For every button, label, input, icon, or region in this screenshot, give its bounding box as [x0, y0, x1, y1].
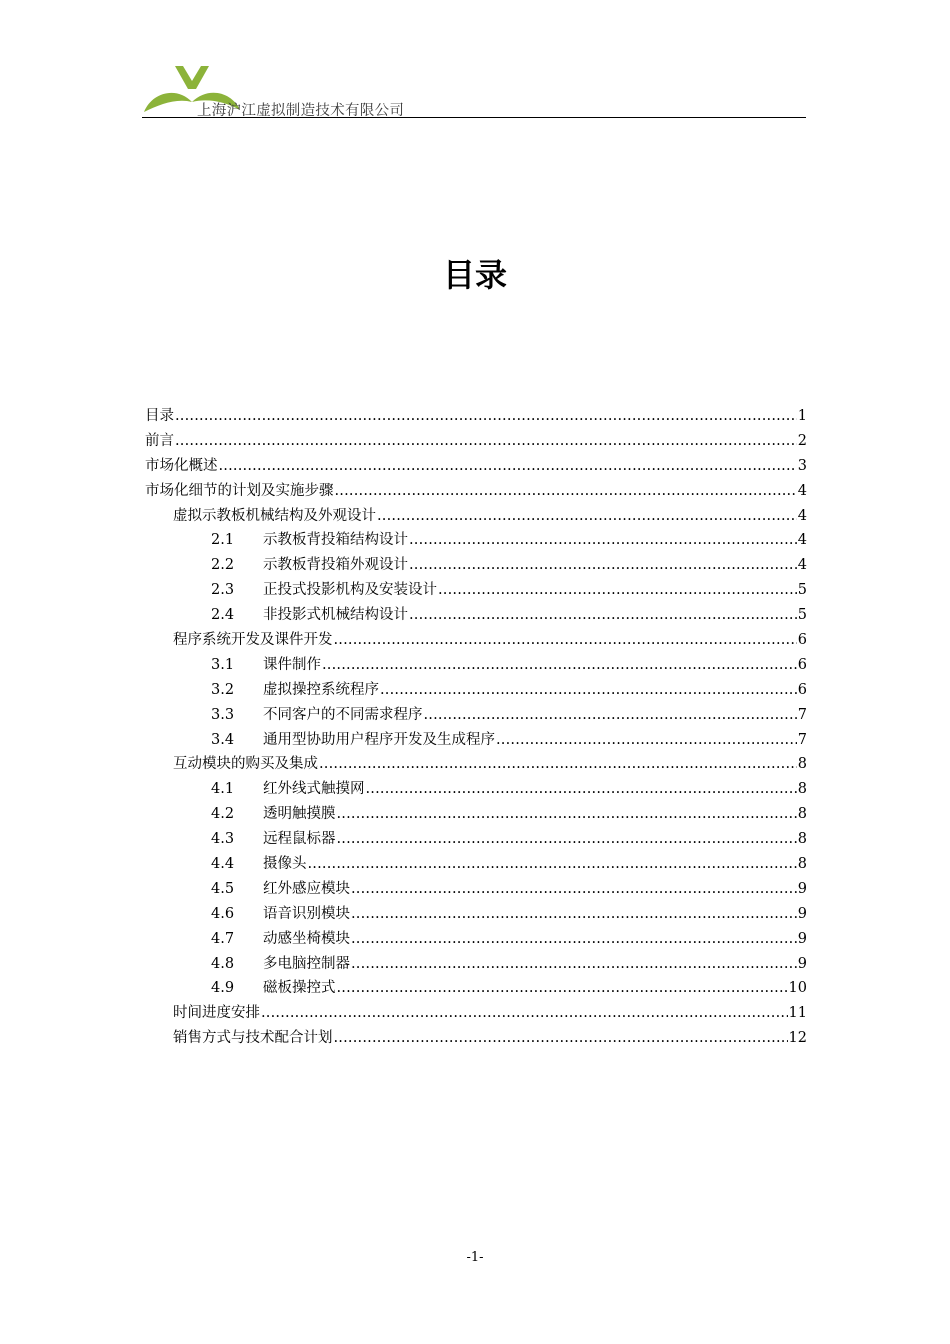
toc-entry-number: 4.9 — [211, 980, 235, 997]
toc-entry-title: 语音识别模块 — [263, 905, 350, 922]
company-name: 上海沪江虚拟制造技术有限公司 — [197, 103, 405, 119]
toc-entry-page: 9 — [797, 930, 807, 947]
toc-entry-page: 8 — [797, 756, 807, 773]
toc-entry-number: 2.3 — [211, 582, 235, 599]
toc-entry-title: 动感坐椅模块 — [263, 930, 350, 947]
toc-entry-page: 10 — [788, 980, 807, 997]
toc-entry-title: 市场化细节的计划及实施步骤 — [145, 482, 334, 499]
toc-entry[interactable] — [145, 528, 807, 553]
toc-entry[interactable] — [145, 653, 807, 678]
toc-entry[interactable] — [145, 728, 807, 753]
toc-entry-title: 摄像头 — [263, 856, 307, 873]
toc-entry-page: 9 — [797, 955, 807, 972]
toc-entry[interactable] — [145, 678, 807, 703]
toc-entry-page: 4 — [797, 482, 807, 499]
toc-entry[interactable] — [145, 553, 807, 578]
toc-entry-page: 8 — [797, 856, 807, 873]
toc-entry-number: 4.1 — [211, 781, 235, 798]
toc-dot-leader — [409, 603, 797, 628]
toc-entry-page: 5 — [797, 582, 807, 599]
toc-dot-leader — [175, 429, 797, 454]
toc-dot-leader — [409, 553, 797, 578]
toc-entry-title: 课件制作 — [263, 656, 321, 673]
toc-dot-leader — [322, 653, 797, 678]
toc-entry[interactable] — [145, 827, 807, 852]
toc-dot-leader — [424, 703, 797, 728]
toc-entry-number: 2.2 — [211, 557, 235, 574]
toc-entry-title: 程序系统开发及课件开发 — [173, 632, 333, 649]
toc-entry-page: 7 — [797, 731, 807, 748]
toc-entry-title: 示教板背投箱结构设计 — [263, 532, 408, 549]
toc-entry-page: 8 — [797, 781, 807, 798]
toc-entry-page: 6 — [797, 681, 807, 698]
toc-entry[interactable] — [145, 852, 807, 877]
toc-entry-number: 4.6 — [211, 905, 235, 922]
toc-entry[interactable] — [145, 777, 807, 802]
toc-entry-title: 非投影式机械结构设计 — [263, 607, 408, 624]
toc-dot-leader — [334, 1026, 788, 1051]
toc-entry-page: 6 — [797, 632, 807, 649]
toc-dot-leader — [308, 852, 797, 877]
toc-entry-page: 6 — [797, 656, 807, 673]
toc-entry-title: 多电脑控制器 — [263, 955, 350, 972]
toc-entry-page: 5 — [797, 607, 807, 624]
toc-dot-leader — [337, 976, 788, 1001]
toc-entry[interactable] — [145, 952, 807, 977]
toc-entry-number: 3.1 — [211, 656, 235, 673]
toc-entry[interactable] — [145, 927, 807, 952]
toc-entry-number: 2.1 — [211, 532, 235, 549]
toc-entry-number: 4.3 — [211, 831, 235, 848]
toc-entry-number: 4.2 — [211, 806, 235, 823]
toc-dot-leader — [409, 528, 797, 553]
toc-entry[interactable] — [145, 703, 807, 728]
toc-entry-page: 8 — [797, 806, 807, 823]
toc-entry-number: 4.5 — [211, 880, 235, 897]
page-number: -1- — [466, 1250, 484, 1265]
toc-entry-title: 红外感应模块 — [263, 880, 350, 897]
toc-entry[interactable] — [145, 429, 807, 454]
toc-dot-leader — [334, 628, 797, 653]
toc-entry-title: 不同客户的不同需求程序 — [263, 706, 423, 723]
toc-entry-page: 12 — [788, 1030, 807, 1047]
toc-entry-title: 销售方式与技术配合计划 — [173, 1030, 333, 1047]
toc-entry-title: 市场化概述 — [145, 457, 218, 474]
toc-entry-page: 4 — [797, 507, 807, 524]
toc-dot-leader — [366, 777, 797, 802]
toc-entry[interactable] — [145, 976, 807, 1001]
toc-entry-title: 红外线式触摸网 — [263, 781, 365, 798]
toc-entry-title: 前言 — [145, 432, 174, 449]
toc-dot-leader — [351, 902, 797, 927]
toc-entry[interactable] — [145, 628, 807, 653]
toc-entry[interactable] — [145, 802, 807, 827]
toc-dot-leader — [337, 827, 797, 852]
toc-entry-number: 4.7 — [211, 930, 235, 947]
toc-entry[interactable] — [145, 454, 807, 479]
toc-entry-title: 示教板背投箱外观设计 — [263, 557, 408, 574]
toc-entry[interactable] — [145, 404, 807, 429]
toc-entry-title: 正投式投影机构及安装设计 — [263, 582, 437, 599]
toc-dot-leader — [380, 678, 797, 703]
toc-entry-number: 4.4 — [211, 856, 235, 873]
toc-dot-leader — [335, 479, 797, 504]
toc-entry-title: 虚拟操控系统程序 — [263, 681, 379, 698]
toc-entry[interactable] — [145, 479, 807, 504]
toc-entry-title: 虚拟示教板机械结构及外观设计 — [173, 507, 376, 524]
header-divider — [142, 117, 806, 118]
toc-entry-page: 4 — [797, 532, 807, 549]
toc-entry-page: 11 — [788, 1005, 807, 1022]
toc-entry-title: 远程鼠标器 — [263, 831, 336, 848]
toc-dot-leader — [438, 578, 797, 603]
toc-entry-title: 目录 — [145, 408, 174, 424]
toc-entry[interactable] — [145, 578, 807, 603]
toc-dot-leader — [337, 802, 797, 827]
toc-entry[interactable] — [145, 603, 807, 628]
toc-entry[interactable] — [145, 504, 807, 529]
toc-dot-leader — [319, 752, 797, 777]
toc-entry-title: 时间进度安排 — [173, 1005, 260, 1022]
toc-entry-number: 3.3 — [211, 706, 235, 723]
toc-entry[interactable] — [145, 752, 807, 777]
toc-entry-number: 2.4 — [211, 607, 235, 624]
toc-entry-number: 3.2 — [211, 681, 235, 698]
page-title: 目录 — [442, 256, 507, 294]
toc-dot-leader — [496, 728, 797, 753]
toc-dot-leader — [377, 504, 797, 529]
toc-entry-number: 3.4 — [211, 731, 235, 748]
toc-entry[interactable] — [145, 1001, 807, 1026]
toc-dot-leader — [219, 454, 797, 479]
toc-entry-page: 1 — [797, 408, 807, 424]
toc-entry-page: 9 — [797, 880, 807, 897]
toc-entry[interactable] — [145, 902, 807, 927]
toc-entry-title: 透明触摸膜 — [263, 806, 336, 823]
toc-entry-page: 3 — [797, 457, 807, 474]
toc-entry[interactable] — [145, 1026, 807, 1051]
toc-dot-leader — [351, 927, 797, 952]
toc-entry-title: 通用型协助用户程序开发及生成程序 — [263, 731, 495, 748]
toc-entry-page: 2 — [797, 432, 807, 449]
page-header — [142, 62, 806, 120]
toc-entry-title: 互动模块的购买及集成 — [173, 756, 318, 773]
toc-entry-page: 7 — [797, 706, 807, 723]
toc-entry-page: 4 — [797, 557, 807, 574]
toc-dot-leader — [261, 1001, 788, 1026]
toc-dot-leader — [175, 404, 797, 429]
toc-dot-leader — [351, 877, 797, 902]
table-of-contents — [145, 404, 807, 1051]
toc-entry-page: 8 — [797, 831, 807, 848]
toc-dot-leader — [351, 952, 797, 977]
toc-entry-number: 4.8 — [211, 955, 235, 972]
toc-entry[interactable] — [145, 877, 807, 902]
toc-entry-page: 9 — [797, 905, 807, 922]
toc-entry-title: 磁板操控式 — [263, 980, 336, 997]
